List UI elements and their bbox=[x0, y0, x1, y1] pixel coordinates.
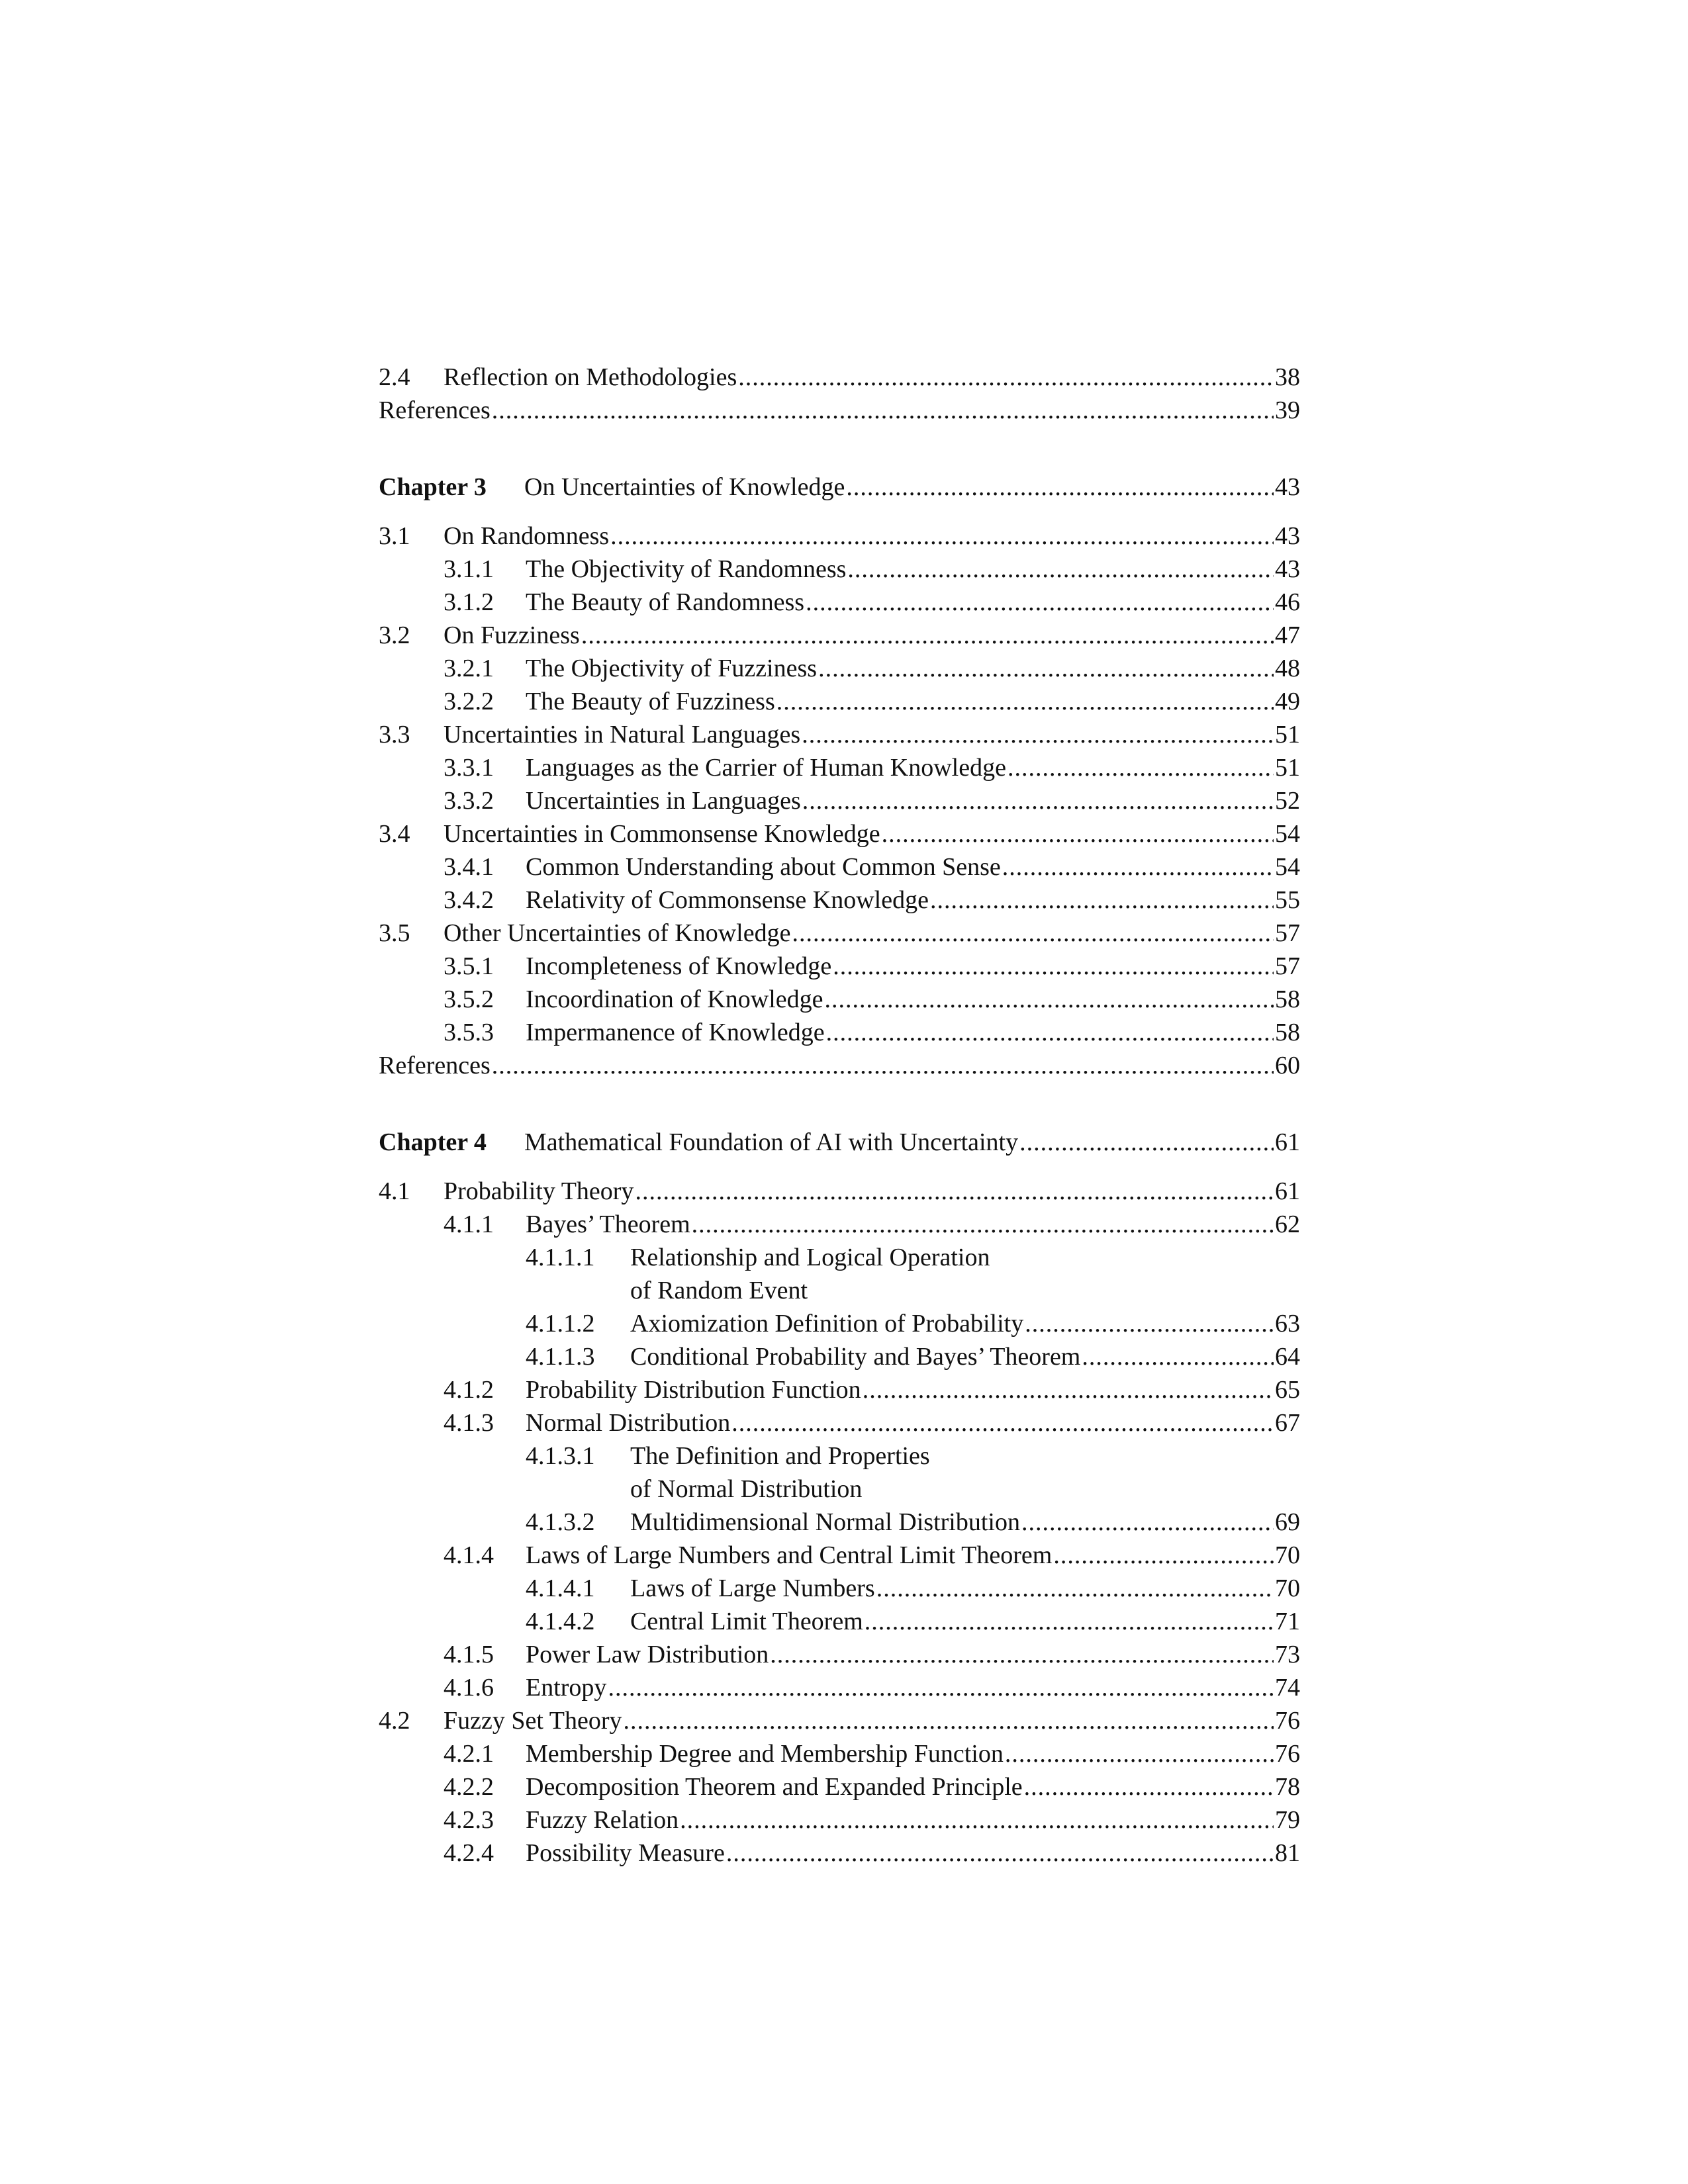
entry-title: The Beauty of Randomness bbox=[526, 588, 805, 616]
dot-leader bbox=[692, 1208, 1274, 1241]
entry-title: Normal Distribution bbox=[526, 1409, 731, 1437]
dot-leader bbox=[806, 586, 1274, 619]
entry-title: Impermanence of Knowledge bbox=[526, 1019, 825, 1046]
chapter-label: Chapter 4 bbox=[379, 1128, 487, 1156]
entry-title: The Beauty of Fuzziness bbox=[526, 688, 775, 715]
entry-title: Incoordination of Knowledge bbox=[526, 985, 823, 1013]
entry-title: References bbox=[379, 396, 491, 424]
section-number: 4.1.1 bbox=[444, 1210, 494, 1238]
toc-entry[interactable] bbox=[379, 718, 1300, 751]
dot-leader bbox=[680, 1803, 1274, 1837]
toc-entry[interactable] bbox=[379, 1671, 1300, 1704]
page-number: 43 bbox=[1275, 473, 1300, 501]
toc-entry[interactable] bbox=[379, 586, 1300, 619]
toc-entry[interactable] bbox=[379, 1016, 1300, 1049]
entry-title: Common Understanding about Common Sense bbox=[526, 853, 1001, 881]
toc-entry[interactable] bbox=[379, 1605, 1300, 1638]
toc-entry[interactable] bbox=[379, 784, 1300, 817]
toc-entry[interactable] bbox=[379, 1175, 1300, 1208]
section-number: 4.1.3.2 bbox=[526, 1508, 595, 1536]
dot-leader bbox=[623, 1704, 1274, 1737]
dot-leader bbox=[726, 1837, 1274, 1870]
page-number: 76 bbox=[1275, 1740, 1300, 1768]
section-number: 3.2.2 bbox=[444, 688, 494, 715]
toc-entry[interactable] bbox=[379, 1473, 1300, 1506]
toc-entry[interactable] bbox=[379, 361, 1300, 394]
toc-entry[interactable] bbox=[379, 1373, 1300, 1406]
section-number: 3.1.2 bbox=[444, 588, 494, 616]
dot-leader bbox=[776, 685, 1274, 718]
toc-entry[interactable] bbox=[379, 553, 1300, 586]
page-number: 73 bbox=[1275, 1641, 1300, 1668]
entry-title: On Uncertainties of Knowledge bbox=[524, 473, 845, 501]
section-number: 4.1.2 bbox=[444, 1376, 494, 1404]
dot-leader bbox=[882, 817, 1274, 850]
page-number: 51 bbox=[1275, 721, 1300, 749]
section-number: 3.2.1 bbox=[444, 655, 494, 682]
page-number: 64 bbox=[1275, 1343, 1300, 1371]
toc-entry[interactable] bbox=[379, 751, 1300, 784]
dot-leader bbox=[847, 553, 1274, 586]
section-number: 3.2 bbox=[379, 621, 410, 649]
entry-title: Mathematical Foundation of AI with Uncertainty bbox=[524, 1128, 1019, 1156]
toc-entry[interactable] bbox=[379, 884, 1300, 917]
entry-title: Possibility Measure bbox=[526, 1839, 725, 1867]
page-number: 47 bbox=[1275, 621, 1300, 649]
entry-title: Conditional Probability and Bayes’ Theorem bbox=[630, 1343, 1081, 1371]
toc-entry[interactable] bbox=[379, 685, 1300, 718]
section-number: 4.1.1.3 bbox=[526, 1343, 595, 1371]
entry-title: Uncertainties in Natural Languages bbox=[444, 721, 801, 749]
dot-leader bbox=[1002, 850, 1274, 884]
page-number: 76 bbox=[1275, 1707, 1300, 1735]
page-number: 61 bbox=[1275, 1128, 1300, 1156]
entry-title: The Objectivity of Randomness bbox=[526, 555, 847, 583]
dot-leader bbox=[738, 361, 1274, 394]
entry-title: Uncertainties in Commonsense Knowledge bbox=[444, 820, 880, 848]
toc-entry[interactable] bbox=[379, 394, 1300, 427]
dot-leader bbox=[865, 1605, 1274, 1638]
entry-title: Languages as the Carrier of Human Knowledge bbox=[526, 754, 1006, 782]
toc-entry[interactable] bbox=[379, 1406, 1300, 1439]
entry-title: Reflection on Methodologies bbox=[444, 363, 737, 391]
section-number: 3.4.1 bbox=[444, 853, 494, 881]
toc-entry[interactable] bbox=[379, 1770, 1300, 1803]
section-number: 3.4.2 bbox=[444, 886, 494, 914]
dot-leader bbox=[825, 983, 1274, 1016]
dot-leader bbox=[802, 718, 1274, 751]
page-number: 63 bbox=[1275, 1310, 1300, 1338]
entry-title: Incompleteness of Knowledge bbox=[526, 952, 832, 980]
section-number: 4.2.2 bbox=[444, 1773, 494, 1801]
entry-title: Fuzzy Relation bbox=[526, 1806, 679, 1834]
section-number: 4.1.4 bbox=[444, 1541, 494, 1569]
section-number: 3.3 bbox=[379, 721, 410, 749]
page-number: 71 bbox=[1275, 1608, 1300, 1635]
toc-entry[interactable] bbox=[379, 1803, 1300, 1837]
page-number: 62 bbox=[1275, 1210, 1300, 1238]
page-number: 43 bbox=[1275, 522, 1300, 550]
page-number: 78 bbox=[1275, 1773, 1300, 1801]
section-number: 3.3.1 bbox=[444, 754, 494, 782]
entry-title: Decomposition Theorem and Expanded Principle bbox=[526, 1773, 1023, 1801]
dot-leader bbox=[818, 652, 1274, 685]
section-number: 3.5 bbox=[379, 919, 410, 947]
toc-entry[interactable] bbox=[379, 1439, 1300, 1473]
dot-leader bbox=[1021, 1506, 1274, 1539]
entry-title: of Random Event bbox=[630, 1277, 808, 1304]
page-number: 79 bbox=[1275, 1806, 1300, 1834]
dot-leader bbox=[1008, 751, 1274, 784]
section-number: 4.1 bbox=[379, 1177, 410, 1205]
entry-title: Laws of Large Numbers bbox=[630, 1574, 875, 1602]
dot-leader bbox=[792, 917, 1274, 950]
toc-entry[interactable] bbox=[379, 1049, 1300, 1082]
page-number: 70 bbox=[1275, 1574, 1300, 1602]
toc-entry[interactable] bbox=[379, 1506, 1300, 1539]
entry-title: Relationship and Logical Operation bbox=[630, 1244, 990, 1271]
toc-entry[interactable] bbox=[379, 850, 1300, 884]
dot-leader bbox=[826, 1016, 1274, 1049]
section-number: 4.1.1.2 bbox=[526, 1310, 595, 1338]
section-number: 4.1.6 bbox=[444, 1674, 494, 1702]
dot-leader bbox=[876, 1572, 1274, 1605]
page-number: 65 bbox=[1275, 1376, 1300, 1404]
toc-entry[interactable] bbox=[379, 652, 1300, 685]
toc-entry[interactable] bbox=[379, 817, 1300, 850]
entry-title: Relativity of Commonsense Knowledge bbox=[526, 886, 929, 914]
entry-title: Axiomization Definition of Probability bbox=[630, 1310, 1024, 1338]
page-number: 58 bbox=[1275, 985, 1300, 1013]
entry-title: Laws of Large Numbers and Central Limit Theorem bbox=[526, 1541, 1053, 1569]
dot-leader bbox=[1082, 1340, 1274, 1373]
section-number: 4.1.5 bbox=[444, 1641, 494, 1668]
section-number: 3.5.1 bbox=[444, 952, 494, 980]
entry-title: Bayes’ Theorem bbox=[526, 1210, 690, 1238]
toc-entry[interactable] bbox=[379, 471, 1300, 504]
page-number: 74 bbox=[1275, 1674, 1300, 1702]
toc-entry[interactable] bbox=[379, 1241, 1300, 1274]
dot-leader bbox=[1053, 1539, 1274, 1572]
page-number: 55 bbox=[1275, 886, 1300, 914]
page-number: 43 bbox=[1275, 555, 1300, 583]
page-number: 67 bbox=[1275, 1409, 1300, 1437]
section-number: 4.2.3 bbox=[444, 1806, 494, 1834]
entry-title: References bbox=[379, 1052, 491, 1079]
entry-title: Membership Degree and Membership Function bbox=[526, 1740, 1004, 1768]
toc-entry[interactable] bbox=[379, 1704, 1300, 1737]
dot-leader bbox=[608, 1671, 1274, 1704]
entry-title: Central Limit Theorem bbox=[630, 1608, 863, 1635]
page-number: 51 bbox=[1275, 754, 1300, 782]
dot-leader bbox=[770, 1638, 1274, 1671]
dot-leader bbox=[930, 884, 1274, 917]
toc-entry[interactable] bbox=[379, 1572, 1300, 1605]
toc-entry[interactable] bbox=[379, 619, 1300, 652]
table-of-contents bbox=[379, 361, 1300, 1870]
section-number: 4.1.4.1 bbox=[526, 1574, 595, 1602]
section-number: 3.1.1 bbox=[444, 555, 494, 583]
dot-leader bbox=[581, 619, 1274, 652]
page-number: 46 bbox=[1275, 588, 1300, 616]
entry-title: Entropy bbox=[526, 1674, 607, 1702]
toc-entry[interactable] bbox=[379, 1274, 1300, 1307]
toc-entry[interactable] bbox=[379, 917, 1300, 950]
section-number: 3.1 bbox=[379, 522, 410, 550]
section-number: 4.1.4.2 bbox=[526, 1608, 595, 1635]
entry-title: Fuzzy Set Theory bbox=[444, 1707, 622, 1735]
entry-title: of Normal Distribution bbox=[630, 1475, 863, 1503]
dot-leader bbox=[1005, 1737, 1274, 1770]
chapter-label: Chapter 3 bbox=[379, 473, 487, 501]
entry-title: Probability Theory bbox=[444, 1177, 634, 1205]
dot-leader bbox=[863, 1373, 1274, 1406]
page-number: 69 bbox=[1275, 1508, 1300, 1536]
entry-title: On Randomness bbox=[444, 522, 610, 550]
page-number: 60 bbox=[1275, 1052, 1300, 1079]
toc-entry[interactable] bbox=[379, 1638, 1300, 1671]
section-number: 4.2 bbox=[379, 1707, 410, 1735]
entry-title: Probability Distribution Function bbox=[526, 1376, 861, 1404]
entry-title: Uncertainties in Languages bbox=[526, 787, 801, 815]
page-number: 49 bbox=[1275, 688, 1300, 715]
section-number: 2.4 bbox=[379, 363, 410, 391]
toc-entry[interactable] bbox=[379, 1126, 1300, 1159]
entry-title: The Objectivity of Fuzziness bbox=[526, 655, 818, 682]
section-number: 4.1.1.1 bbox=[526, 1244, 595, 1271]
toc-entry[interactable] bbox=[379, 1737, 1300, 1770]
page-number: 38 bbox=[1275, 363, 1300, 391]
toc-entry[interactable] bbox=[379, 1539, 1300, 1572]
entry-title: Power Law Distribution bbox=[526, 1641, 769, 1668]
page-number: 54 bbox=[1275, 820, 1300, 848]
dot-leader bbox=[846, 471, 1274, 504]
section-number: 3.4 bbox=[379, 820, 410, 848]
section-number: 3.5.2 bbox=[444, 985, 494, 1013]
dot-leader bbox=[492, 394, 1274, 427]
dot-leader bbox=[610, 520, 1274, 553]
section-number: 4.1.3 bbox=[444, 1409, 494, 1437]
section-number: 3.3.2 bbox=[444, 787, 494, 815]
page-number: 48 bbox=[1275, 655, 1300, 682]
dot-leader bbox=[1019, 1126, 1274, 1159]
page-number: 39 bbox=[1275, 396, 1300, 424]
dot-leader bbox=[1025, 1307, 1274, 1340]
entry-title: Multidimensional Normal Distribution bbox=[630, 1508, 1020, 1536]
dot-leader bbox=[1024, 1770, 1274, 1803]
toc-entry[interactable] bbox=[379, 950, 1300, 983]
entry-title: On Fuzziness bbox=[444, 621, 580, 649]
dot-leader bbox=[731, 1406, 1274, 1439]
page-number: 58 bbox=[1275, 1019, 1300, 1046]
dot-leader bbox=[492, 1049, 1274, 1082]
entry-title: Other Uncertainties of Knowledge bbox=[444, 919, 791, 947]
page-number: 54 bbox=[1275, 853, 1300, 881]
toc-entry[interactable] bbox=[379, 1208, 1300, 1241]
page-number: 52 bbox=[1275, 787, 1300, 815]
toc-entry[interactable] bbox=[379, 1307, 1300, 1340]
section-number: 3.5.3 bbox=[444, 1019, 494, 1046]
page-number: 81 bbox=[1275, 1839, 1300, 1867]
section-number: 4.2.1 bbox=[444, 1740, 494, 1768]
page-number: 61 bbox=[1275, 1177, 1300, 1205]
toc-entry[interactable] bbox=[379, 520, 1300, 553]
page-number: 57 bbox=[1275, 919, 1300, 947]
entry-title: The Definition and Properties bbox=[630, 1442, 930, 1470]
page-number: 57 bbox=[1275, 952, 1300, 980]
toc-entry[interactable] bbox=[379, 1340, 1300, 1373]
toc-entry[interactable] bbox=[379, 983, 1300, 1016]
section-number: 4.1.3.1 bbox=[526, 1442, 595, 1470]
section-number: 4.2.4 bbox=[444, 1839, 494, 1867]
dot-leader bbox=[802, 784, 1274, 817]
toc-entry[interactable] bbox=[379, 1837, 1300, 1870]
dot-leader bbox=[635, 1175, 1274, 1208]
page-number: 70 bbox=[1275, 1541, 1300, 1569]
dot-leader bbox=[833, 950, 1274, 983]
